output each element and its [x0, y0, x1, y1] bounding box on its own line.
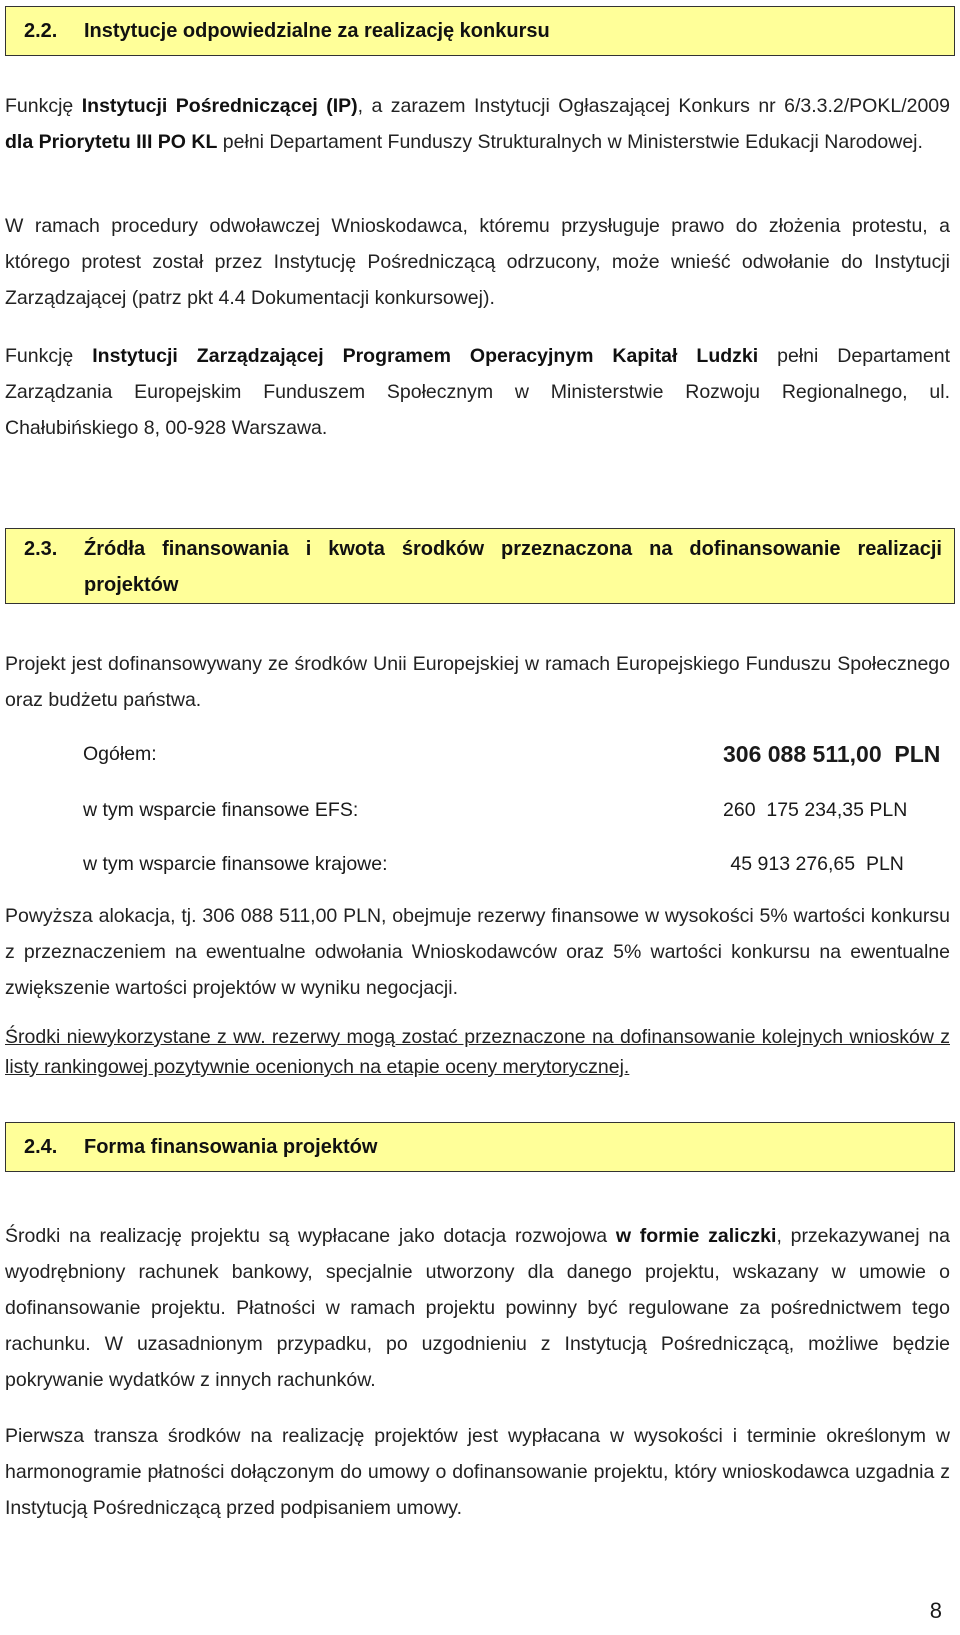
- text-run: pełni Departament Zarządzania Europejskim Funduszem Społecznym w Ministerstwie Rozwoju Regionalnego, ul. Chałubińskiego 8, 00-928 Warszawa.: [5, 345, 950, 439]
- section-title: Forma finansowania projektów: [84, 1136, 378, 1158]
- section-heading-2-4: [5, 1122, 955, 1172]
- section-heading-2-3: [5, 528, 955, 604]
- section-number: 2.2.: [24, 20, 58, 42]
- section-title: Instytucje odpowiedzialne za realizację konkursu: [84, 20, 550, 42]
- bold-text: Instytucji Zarządzającej Programem Operacyjnym Kapitał Ludzki: [92, 345, 759, 367]
- bold-text: dla Priorytetu III PO KL: [5, 131, 218, 153]
- amount-value: 306 088 511,00 PLN: [723, 741, 941, 767]
- paragraph: W ramach procedury odwoławczej Wnioskodawca, któremu przysługuje prawo do złożenia protestu, a którego protest został przez Instytucję Pośredniczącą odrzucony, może wnieść odwołanie do Instytucji Zarządzającej (patrz pkt 4.4 Dokumentacji konkursowej).: [5, 215, 950, 309]
- text-run: Funkcję: [5, 345, 93, 367]
- text-run: , a zarazem Instytucji Ogłaszającej Konkurs nr 6/3.3.2/POKL/2009: [357, 95, 950, 117]
- paragraph: Projekt jest dofinansowywany ze środków Unii Europejskiej w ramach Europejskiego Funduszu Społecznego oraz budżetu państwa.: [5, 653, 950, 711]
- text-run: pełni Departament Funduszy Strukturalnych w Ministerstwie Edukacji Narodowej.: [217, 131, 923, 153]
- paragraph: [5, 88, 950, 160]
- paragraph: [5, 338, 950, 446]
- amount-value: 45 913 276,65 PLN: [725, 853, 904, 875]
- text-run: Funkcję: [5, 95, 82, 117]
- text-run: Środki na realizację projektu są wypłacane jako dotacja rozwojowa: [5, 1225, 616, 1247]
- section-title: Źródła finansowania i kwota środków przeznaczona na dofinansowanie realizacji projektów: [84, 538, 942, 596]
- underlined-paragraph: Środki niewykorzystane z ww. rezerwy mogą zostać przeznaczone na dofinansowanie kolejnych wniosków z listy rankingowej pozytywnie ocenionych na etapie oceny merytorycznej.: [5, 1026, 950, 1078]
- section-heading-2-2: [5, 6, 955, 56]
- document-page: [5, 0, 955, 1635]
- amount-value: 260 175 234,35 PLN: [723, 799, 908, 821]
- page-number: 8: [929, 1598, 942, 1623]
- bold-text: w formie zaliczki: [615, 1225, 777, 1247]
- bold-text: Instytucji Pośredniczącej (IP): [81, 95, 358, 117]
- paragraph: Pierwsza transza środków na realizację projektów jest wypłacana w wysokości i terminie określonym w harmonogramie płatności dołączonym do umowy o dofinansowanie projektu, który wnioskodawca uzgadnia z Instytucją Pośredniczącą przed podpisaniem umowy.: [5, 1425, 950, 1519]
- section-number: 2.4.: [24, 1136, 58, 1158]
- amount-label: w tym wsparcie finansowe krajowe:: [83, 853, 388, 875]
- text-run: , przekazywanej na wyodrębniony rachunek bankowy, specjalnie utworzony dla danego projektu, wskazany w umowie o dofinansowanie projektu. Płatności w ramach projektu powinny być regulowane za pośrednictwem tego rachunku. W uzasadnionym przypadku, po uzgodnieniu z Instytucją Pośredniczącą, możliwe będzie pokrywanie wydatków z innych rachunków.: [5, 1225, 951, 1391]
- paragraph: [5, 1218, 950, 1398]
- amount-label: w tym wsparcie finansowe EFS:: [83, 799, 359, 821]
- paragraph: Powyższa alokacja, tj. 306 088 511,00 PLN, obejmuje rezerwy finansowe w wysokości 5% wartości konkursu z przeznaczeniem na ewentualne odwołania Wnioskodawców oraz 5% wartości konkursu na ewentualne zwiększenie wartości projektów w wyniku negocjacji.: [5, 905, 950, 999]
- section-number: 2.3.: [24, 538, 58, 560]
- amount-label: Ogółem:: [83, 743, 157, 765]
